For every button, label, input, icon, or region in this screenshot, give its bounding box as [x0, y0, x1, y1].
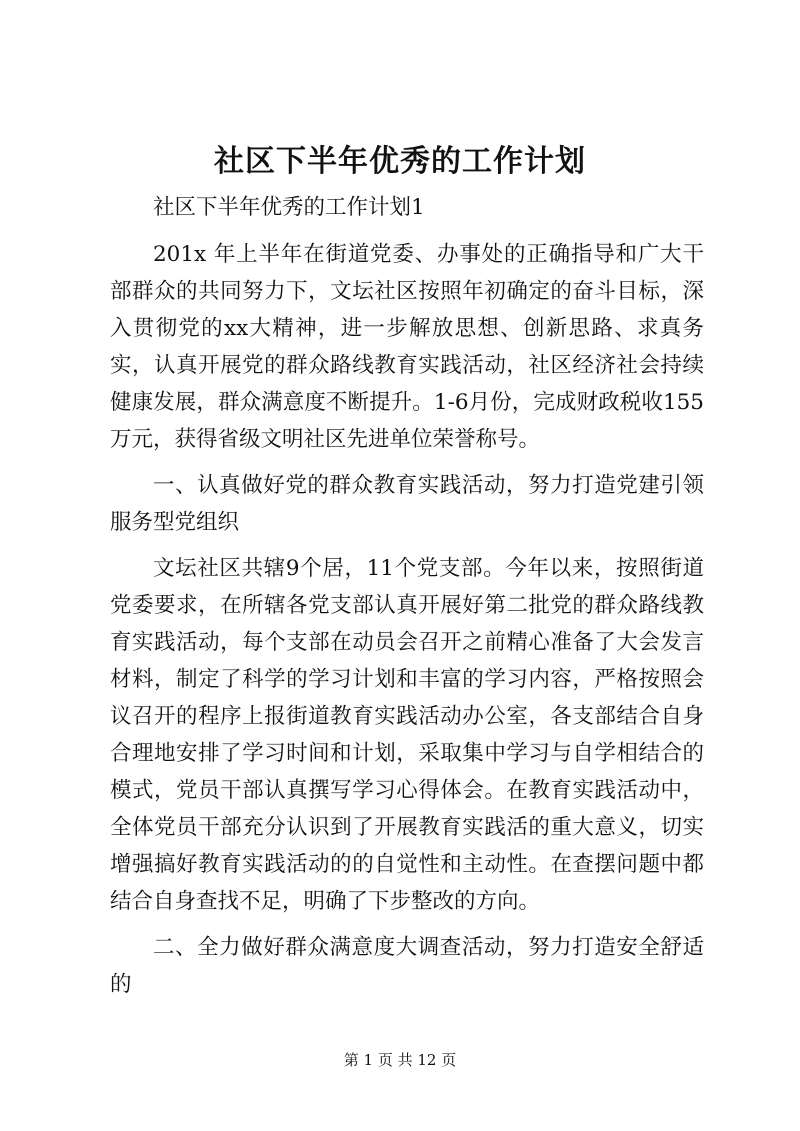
document-body [110, 189, 704, 1012]
section-heading-1: 一、认真做好党的群众教育实践活动，努力打造党建引领服务型党组织 [110, 473, 704, 535]
page-footer: 第 1 页 共 12 页 [343, 1051, 457, 1069]
paragraph-intro: 201x 年上半年在街道党委、办事处的正确指导和广大干部群众的共同努力下，文坛社区按照年初确定的奋斗目标，深入贯彻党的xx大精神，进一步解放思想、创新思路、求真务实，认真开展党的群众路线教育实践活动，社区经济社会持续健康发展，群众满意度不断提升。1-6月份，完成财政税收155万元，获得省级文明社区先进单位荣誉称号。 [110, 242, 704, 452]
document-title: 社区下半年优秀的工作计划 [214, 144, 586, 179]
section-heading-2: 二、全力做好群众满意度大调查活动，努力打造安全舒适的 [110, 935, 704, 997]
paragraph-section-1: 文坛社区共辖9个居，11个党支部。今年以来，按照街道党委要求，在所辖各党支部认真开展好第二批党的群众路线教育实践活动，每个支部在动员会召开之前精心准备了大会发言材料，制定了科学的学习计划和丰富的学习内容，严格按照会议召开的程序上报街道教育实践活动办公室，各支部结合自身合理地安排了学习时间和计划，采取集中学习与自学相结合的模式，党员干部认真撰写学习心得体会。在教育实践活动中，全体党员干部充分认识到了开展教育实践活的重大意义，切实增强搞好教育实践活动的的自觉性和主动性。在查摆问题中都结合自身查找不足，明确了下步整改的方向。 [110, 556, 704, 914]
paragraph-subtitle: 社区下半年优秀的工作计划1 [153, 195, 425, 220]
